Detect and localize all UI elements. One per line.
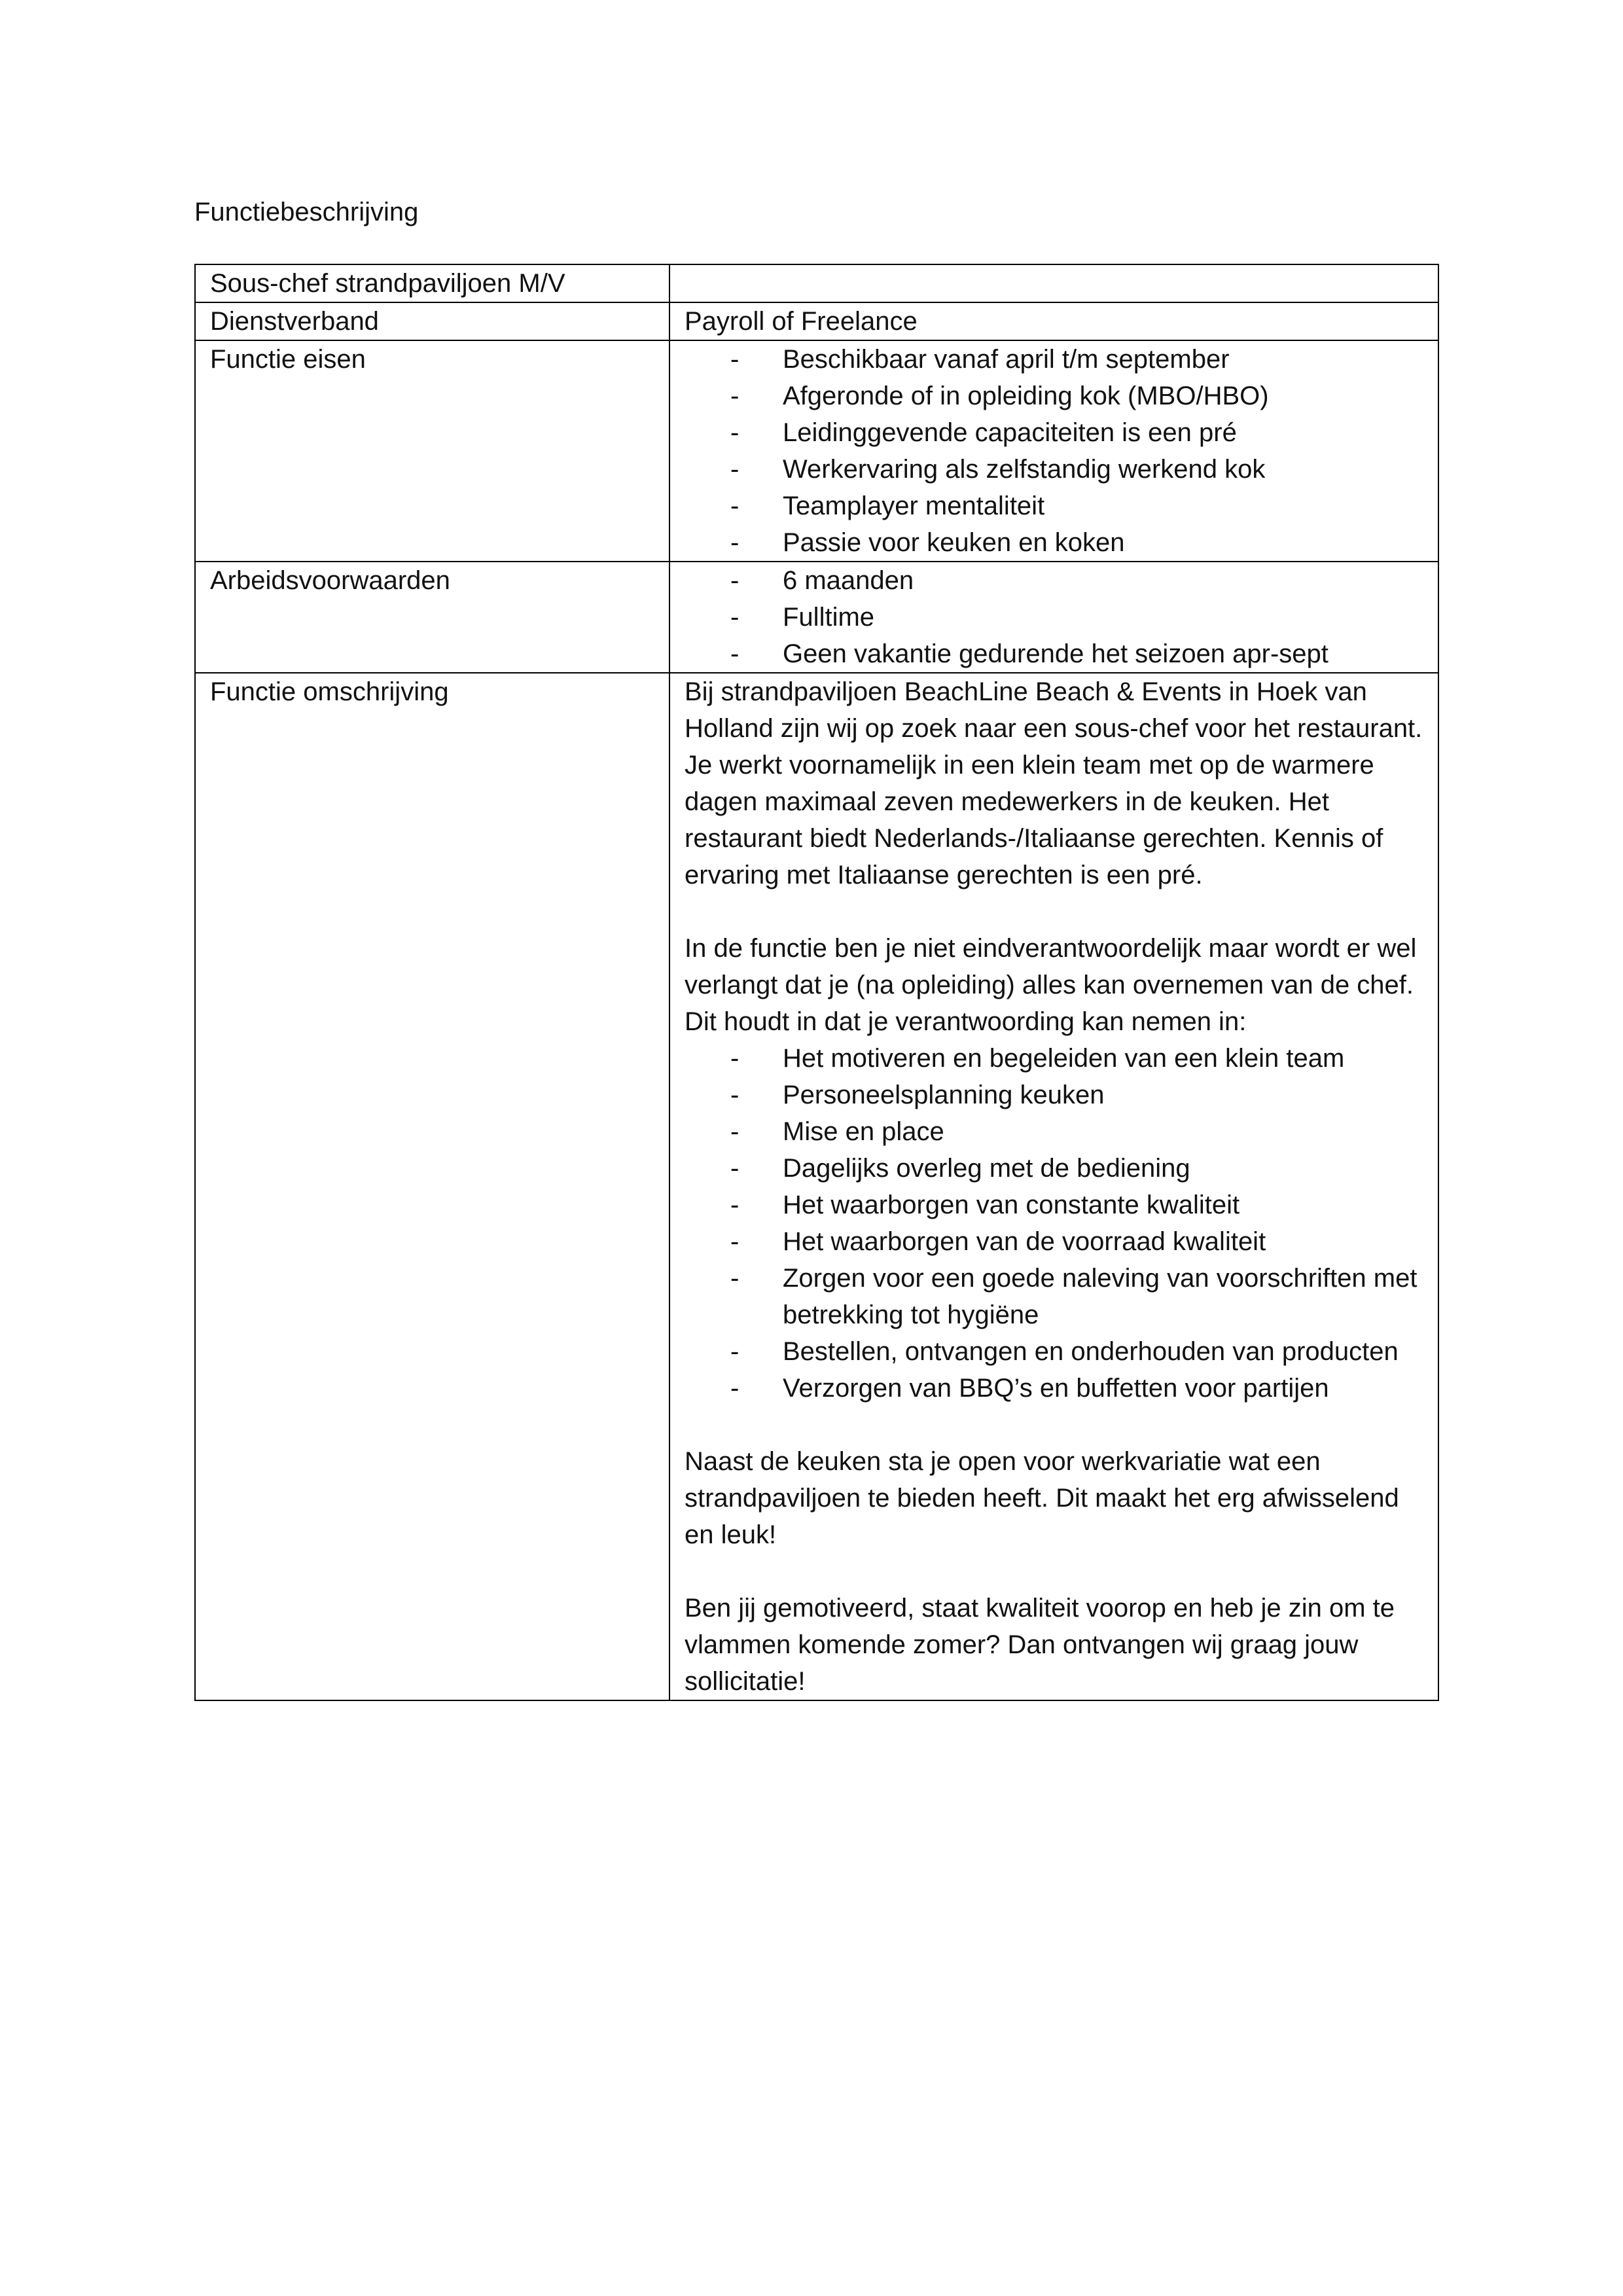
list-item: - Werkervaring als zelfstandig werkend kok — [685, 451, 1423, 488]
responsibilities-list — [685, 1040, 1423, 1407]
arbeidsvoorwaarden-value — [669, 562, 1438, 673]
list-item: - Mise en place — [685, 1113, 1423, 1150]
functie-omschrijving-value — [669, 673, 1438, 1700]
dash-bullet: - — [730, 639, 740, 668]
list-item: - 6 maanden — [685, 562, 1423, 599]
functie-eisen-value — [669, 340, 1438, 562]
list-item: - Beschikbaar vanaf april t/m september — [685, 341, 1423, 378]
requirements-list — [685, 341, 1423, 561]
dienstverband-value: Payroll of Freelance — [669, 302, 1438, 340]
dash-bullet: - — [730, 1117, 740, 1146]
dash-bullet: - — [730, 1227, 740, 1256]
list-item: - Het waarborgen van de voorraad kwaliteit — [685, 1223, 1423, 1260]
closing-paragraph: Ben jij gemotiveerd, staat kwaliteit voorop en heb je zin om te vlammen komende zomer? Dan ontvangen wij graag jouw sollicitatie! — [685, 1594, 1395, 1696]
table-row-functie-omschrijving — [195, 673, 1438, 1700]
table-row-functie-eisen — [195, 340, 1438, 562]
conditions-list — [685, 562, 1423, 672]
list-item: - Het waarborgen van constante kwaliteit — [685, 1187, 1423, 1223]
job-description-table — [194, 264, 1439, 1701]
dienstverband-label: Dienstverband — [195, 302, 669, 340]
dash-bullet: - — [730, 1191, 740, 1219]
dash-bullet: - — [730, 603, 740, 632]
table-row-arbeidsvoorwaarden — [195, 562, 1438, 673]
list-item: - Fulltime — [685, 599, 1423, 636]
functie-omschrijving-label: Functie omschrijving — [195, 673, 669, 1700]
list-item: - Het motiveren en begeleiden van een klein team — [685, 1040, 1423, 1077]
dash-bullet: - — [730, 345, 740, 374]
dash-bullet: - — [730, 528, 740, 557]
description-paragraph: Bij strandpaviljoen BeachLine Beach & Events in Hoek van Holland zijn wij op zoek naar een sous-chef voor het restaurant. Je werkt voornamelijk in een klein team met op de warmere dagen maximaal zeven medewerkers in de keuken. Het restaurant biedt Nederlands-/Italiaanse gerechten. Kennis of ervaring met Italiaanse gerechten is een pré. — [685, 677, 1423, 889]
dash-bullet: - — [730, 418, 740, 447]
dash-bullet: - — [730, 1154, 740, 1183]
list-item: - Passie voor keuken en koken — [685, 524, 1423, 561]
list-item: - Verzorgen van BBQ’s en buffetten voor partijen — [685, 1370, 1423, 1407]
dash-bullet: - — [730, 566, 740, 595]
list-item: - Dagelijks overleg met de bediening — [685, 1150, 1423, 1187]
list-item: - Geen vakantie gedurende het seizoen apr-sept — [685, 636, 1423, 672]
dash-bullet: - — [730, 1081, 740, 1109]
responsibility-paragraph: In de functie ben je niet eindverantwoordelijk maar wordt er wel verlangt dat je (na opleiding) alles kan overnemen van de chef. Dit houdt in dat je verantwoording kan nemen in: — [685, 934, 1417, 1036]
list-item: - Leidinggevende capaciteiten is een pré — [685, 414, 1423, 451]
variation-paragraph: Naast de keuken sta je open voor werkvariatie wat een strandpaviljoen te bieden heeft. Dit maakt het erg afwisselend en leuk! — [685, 1447, 1399, 1549]
list-item: - Zorgen voor een goede naleving van voorschriften met betrekking tot hygiëne — [685, 1260, 1423, 1333]
dash-bullet: - — [730, 382, 740, 410]
dash-bullet: - — [730, 1264, 740, 1293]
dash-bullet: - — [730, 492, 740, 520]
list-item: - Teamplayer mentaliteit — [685, 488, 1423, 524]
dash-bullet: - — [730, 1044, 740, 1073]
page-title: Functiebeschrijving — [194, 198, 419, 226]
dash-bullet: - — [730, 1337, 740, 1366]
table-row-dienstverband — [195, 302, 1438, 340]
job-title-value-cell — [669, 264, 1438, 302]
dash-bullet: - — [730, 455, 740, 484]
job-title-cell: Sous-chef strandpaviljoen M/V — [195, 264, 669, 302]
arbeidsvoorwaarden-label: Arbeidsvoorwaarden — [195, 562, 669, 673]
table-row-title — [195, 264, 1438, 302]
dash-bullet: - — [730, 1374, 740, 1403]
list-item: - Bestellen, ontvangen en onderhouden van producten — [685, 1333, 1423, 1370]
functie-eisen-label: Functie eisen — [195, 340, 669, 562]
list-item: - Afgeronde of in opleiding kok (MBO/HBO) — [685, 378, 1423, 414]
list-item: - Personeelsplanning keuken — [685, 1077, 1423, 1113]
